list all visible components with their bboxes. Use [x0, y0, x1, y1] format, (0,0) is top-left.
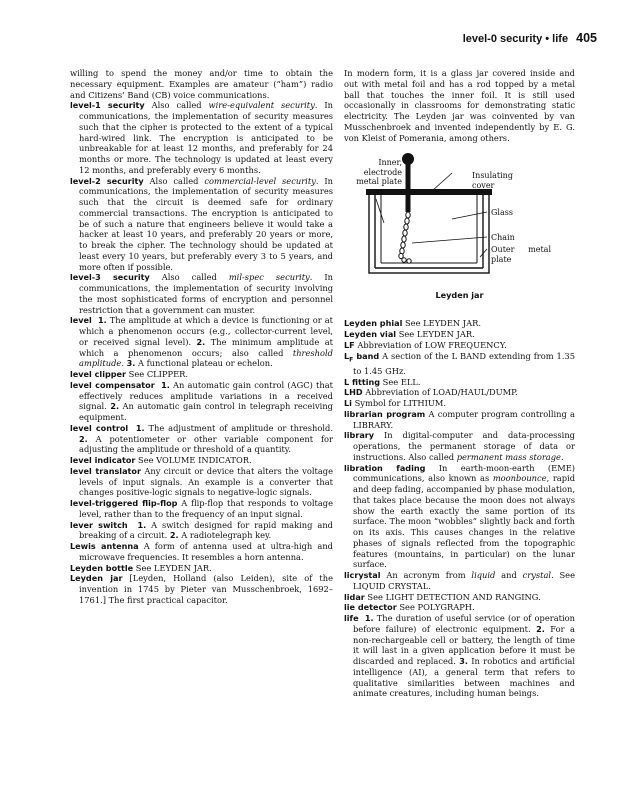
page-number: 405: [576, 31, 597, 45]
entry-leyden-vial: Leyden vial See LEYDEN JAR.: [344, 329, 475, 339]
entry-licrystal: licrystal An acronym from liquid and crystal. See LIQUID CRYSTAL.: [344, 570, 575, 591]
jar-outer-plate: [369, 193, 489, 273]
entry-lf: LF Abbreviation of LOW FREQUENCY.: [344, 339, 507, 350]
entry-level-3-security: level-3 security Also called mil-spec security. In communications, the implementation of security involving the most sophisticated forms of encryption and personnel restriction that a government can muster.: [70, 272, 333, 315]
entry-level-translator: level translator Any circuit or device that alters the voltage levels of input signals. An example is a converter that changes positive-logic signals to negative-logic signals.: [70, 465, 333, 498]
right-column: [344, 68, 575, 699]
label-insulating-cover: Insulating cover: [472, 171, 513, 190]
leyden-jar-figure: [344, 145, 575, 300]
entry-leyden-bottle: Leyden bottle See LEYDEN JAR.: [70, 562, 212, 573]
entry-librarian-program: librarian program A computer program controlling a LIBRARY.: [344, 408, 575, 430]
entry-libration-fading: libration fading In earth-moon-earth (EME) communications, also known as moonbounce, rapid and deep fading, accompanied by phase modulation, that takes place because the moon does not always show the earth exactly the same portion of its surface. The moon “wobbles” slightly back and forth on its axis. This causes changes in the relative phases of signals reflected from the topographic features (mountains, in particular) on the lunar surface.: [344, 462, 576, 570]
entry-l-fitting: L fitting See ELL.: [344, 376, 421, 387]
entry-lhd: LHD Abbreviation of LOAD/HAUL/DUMP.: [344, 387, 518, 398]
figure-caption: Leyden jar: [435, 290, 484, 301]
entry-lever-switch: lever switch 1. A switch designed for rapid making and breaking of a circuit. 2. A radiotelegraph key.: [70, 519, 333, 541]
entry-leyden-jar: Leyden jar [Leyden, Holland (also Leiden), site of the invention in 1745 by Pieter van Musschenbroek, 1692–1761.] The first practical capacitor.: [70, 573, 334, 605]
entry-level-2-security: level-2 security Also called commercial-level security. In communications, the implementation of security measures such that the circuit is deemed safe for ordinary commercial transactions. The encryption is anticipated to be of such a nature that engineers believe it would take a hacker at least 10 years, and preferably 20 years or more, to break the cipher. The technology should be updated at least every 10 years, but preferably every 3 to 5 years, and more often if possible.: [70, 175, 333, 272]
metal-rod: [406, 162, 411, 212]
entry-level-1-security: level-1 security Also called wire-equivalent security. In communications, the implementation of security measures such that the cipher is protected to the extent of a typical hard-wired link. The encryption is anticipated to be unbreakable for at least 12 months, and preferably for 24 months or more. The technology is updated at least every 12 months, and preferably every 6 months.: [70, 100, 334, 175]
entry-level: level 1. The amplitude at which a device is functioning or at which a phenomenon occurs (e.g., collector-current level, or received signal level). 2. The minimum amplitude at which a phenomenon occurs; also called threshold amplitude. 3. A functional plateau or echelon.: [70, 315, 333, 369]
label-inner-electrode: Inner, electrode metal plate: [356, 158, 402, 187]
entry-level-control: level control 1. The adjustment of amplitude or threshold. 2. A potentiometer or other variable component for adjusting the amplitude or threshold of a quantity.: [70, 422, 333, 455]
entry-level-clipper: level clipper See CLIPPER.: [70, 369, 189, 379]
entry-level-indicator: level indicator See VOLUME INDICATOR.: [70, 455, 252, 465]
entry-lidar: lidar See LIGHT DETECTION AND RANGING.: [344, 591, 541, 602]
entry-continuation: In modern form, it is a glass jar covered inside and out with metal foil and has a rod topped by a metal ball that touches the inner foil. It is still used occasionally in classrooms for demonstrating static electricity. The Leyden jar was coinvented by van Musschenbroek and invented independently by E. G. von Kleist of Pomerania, among others.: [344, 68, 575, 143]
entry-library: library In digital-computer and data-processing operations, the permanent storage of data or instructions. Also called permanent mass storage.: [344, 430, 575, 462]
entry-level-triggered-flip-flop: level-triggered flip-flop A flip-flop that responds to voltage level, rather than to the frequency of an input signal.: [70, 498, 333, 519]
entry-level-compensator: level compensator 1. An automatic gain control (AGC) that effectively reduces amplitude variations in a received signal. 2. An automatic gain control in telegraph receiving equipment.: [70, 379, 333, 422]
running-head: level-0 security • life: [462, 33, 569, 45]
running-header: [463, 31, 597, 45]
entry-lie-detector: lie detector See POLYGRAPH.: [344, 602, 475, 613]
entry-li: Li Symbol for LITHIUM.: [344, 398, 447, 409]
label-outer-plate: Outer metal plate: [491, 245, 551, 264]
label-chain: Chain: [491, 233, 515, 243]
entry-lf-band: $L_F$ band A section of the L BAND extending from 1.35 to 1.45 GHz.: [344, 350, 575, 376]
entry-leyden-phial: Leyden phial See LEYDEN JAR.: [344, 318, 481, 329]
chain-links: [399, 212, 411, 263]
label-glass: Glass: [491, 208, 513, 218]
entry-life: life 1. The duration of useful service (or of operation before failure) of electronic equipment. 2. For a non-rechargeable cell or battery, the length of time it will last in a given application before it must be discarded and replaced. 3. In robotics and artificial intelligence (AI), a general term that refers to qualitative similarities between machines and animate creatures, including human beings.: [344, 613, 575, 699]
entry-continuation: willing to spend the money and/or time to obtain the necessary equipment. Examples are amateur (“ham”) radio and Citizens’ Band (CB) voice communications.: [70, 68, 333, 100]
left-column: [70, 68, 333, 606]
entry-lewis-antenna: Lewis antenna A form of antenna used at ultra-high and microwave frequencies. It resembles a horn antenna.: [70, 541, 333, 562]
